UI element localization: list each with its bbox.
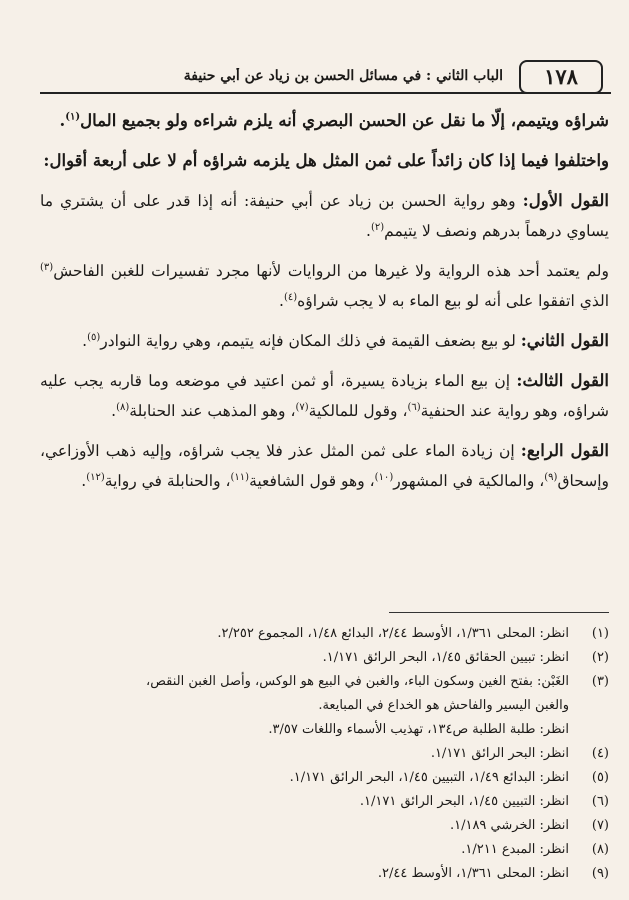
running-header	[40, 58, 611, 94]
end-dot: .	[81, 472, 87, 490]
footnote	[40, 790, 609, 814]
footnote	[40, 862, 609, 886]
opinion-3	[40, 366, 609, 426]
footnote-number: (٦)	[591, 794, 609, 809]
opinion-1	[40, 186, 609, 246]
opinion-3-text-a: إن بيع الماء بزيادة يسيرة، أو ثمن اعتيد في موضعه وما قاربه يجب عليه شراؤه، وهو رواية عند الحنفية	[40, 372, 609, 420]
footnote-continuation: والغبن اليسير والفاحش هو الخداع في المبايعة.	[318, 698, 569, 713]
opinion-1-label: القول الأول:	[522, 191, 610, 210]
footnote-ref-5[interactable]: (٥)	[87, 331, 101, 343]
paragraph-1-text: شراؤه ويتيمم، إلّا ما نقل عن الحسن البصري أنه يلزم شراءه ولو بجميع المال	[80, 111, 609, 130]
footnote-number: (٣)	[591, 674, 609, 689]
footnote-ref-2[interactable]: (٢)	[370, 221, 385, 233]
footnote-ref-9[interactable]: (٩)	[544, 471, 558, 483]
footnote	[40, 838, 609, 862]
footnote-number: (٢)	[591, 650, 609, 665]
end-dot: .	[82, 332, 88, 350]
opinion-4-text-a: إن زيادة الماء على ثمن المثل عذر فلا يجب شراؤه، وإليه ذهب الأوزاعي، وإسحاق	[40, 442, 609, 490]
footnote-ref-11[interactable]: (١١)	[230, 471, 250, 483]
footnote-number: (٨)	[591, 842, 609, 857]
paragraph-2	[40, 146, 609, 176]
paragraph-1	[40, 106, 609, 136]
footnote-number: (٥)	[591, 770, 609, 785]
opinion-4-text-d: ، والحنابلة في رواية	[104, 472, 231, 490]
footnote-separator	[389, 612, 609, 613]
end-dot: .	[279, 292, 284, 310]
opinion-3-text-c: ، وهو المذهب عند الحنابلة	[129, 402, 296, 420]
footnote-ref-3[interactable]: (٣)	[40, 261, 54, 273]
footnote-text: انظر: الخرشي ١/١٨٩.	[449, 818, 569, 833]
footnote	[40, 742, 609, 766]
footnote-text: انظر: تبيين الحقائق ١/٤٥، البحر الرائق ١/١٧١.	[322, 650, 569, 665]
opinion-1-text: وهو رواية الحسن بن زياد عن أبي حنيفة: أنه إذا قدر على أن يشتري ما يساوي درهماً بدرهم ونصف لا يتيمم	[40, 192, 609, 240]
footnote	[40, 646, 609, 670]
footnote-text: انظر: التبيين ١/٤٥، البحر الرائق ١/١٧١.	[359, 794, 569, 809]
footnote	[40, 622, 609, 646]
footnote-number: (٧)	[591, 818, 609, 833]
footnote-text: انظر: المحلى ١/٣٦١، الأوسط ٢/٤٤، البدائع ١/٤٨، المجموع ٢/٢٥٢.	[217, 626, 569, 641]
footnote	[40, 670, 609, 694]
end-dot: .	[59, 111, 66, 130]
footnote-text: انظر: البدائع ١/٤٩، التبيين ١/٤٥، البحر الرائق ١/١٧١.	[289, 770, 569, 785]
footnote	[40, 814, 609, 838]
paragraph-3	[40, 256, 609, 316]
opinion-4	[40, 436, 609, 496]
footnotes	[40, 622, 609, 886]
footnote-text: الغَبْن: بفتح الغين وسكون الباء، والغبن في البيع هو الوكس، وأصل الغبن النقص،	[146, 674, 569, 689]
opinion-2	[40, 326, 609, 356]
opinion-4-label: القول الرابع:	[520, 441, 609, 460]
footnote-ref-8[interactable]: (٨)	[116, 401, 130, 413]
header-rule	[40, 92, 611, 94]
footnote-ref-10[interactable]: (١٠)	[374, 471, 394, 483]
page-number: ١٧٨	[519, 60, 603, 94]
footnote-text: انظر: البحر الرائق ١/١٧١.	[430, 746, 569, 761]
footnote-text: انظر: المحلى ١/٣٦١، الأوسط ٢/٤٤.	[377, 866, 569, 881]
end-dot: .	[111, 402, 117, 420]
footnote-number: (٤)	[591, 746, 609, 761]
footnote	[40, 766, 609, 790]
end-dot: .	[366, 222, 371, 240]
opinion-2-label: القول الثاني:	[520, 331, 609, 350]
footnote-text: انظر: المبدع ١/٢١١.	[461, 842, 569, 857]
footnote-ref-4[interactable]: (٤)	[283, 291, 298, 303]
paragraph-3-text-a: ولم يعتمد أحد هذه الرواية ولا غيرها من الروايات لأنها مجرد تفسيرات للغبن الفاحش	[53, 262, 609, 280]
footnote-ref-1[interactable]: (١)	[65, 111, 81, 123]
footnote-ref-6[interactable]: (٦)	[407, 401, 421, 413]
footnote-ref-12[interactable]: (١٢)	[86, 471, 105, 483]
opinion-3-text-b: ، وقول للمالكية	[308, 402, 408, 420]
footnote-ref-7[interactable]: (٧)	[295, 401, 309, 413]
footnote-number: (١)	[591, 626, 609, 641]
main-text	[40, 106, 609, 506]
opinion-4-text-b: ، والمالكية في المشهور	[393, 472, 545, 490]
opinion-3-label: القول الثالث:	[516, 371, 609, 390]
opinion-2-text: لو بيع بضعف القيمة في ذلك المكان فإنه يتيمم، وهي رواية النوادر	[100, 332, 521, 350]
opinion-4-text-c: ، وهو قول الشافعية	[249, 472, 375, 490]
running-title: الباب الثاني : في مسائل الحسن بن زياد عن أبي حنيفة	[183, 68, 503, 84]
footnote-continuation: انظر: طلبة الطلبة ص١٣٤، تهذيب الأسماء واللغات ٣/٥٧.	[268, 722, 569, 737]
paragraph-2-text: واختلفوا فيما إذا كان زائداً على ثمن المثل هل يلزمه شراؤه أم لا على أربعة أقوال:	[43, 151, 609, 170]
footnote-number: (٩)	[591, 866, 609, 881]
paragraph-3-text-b: الذي اتفقوا على أنه لو بيع الماء به لا يجب شراؤه	[297, 292, 609, 310]
